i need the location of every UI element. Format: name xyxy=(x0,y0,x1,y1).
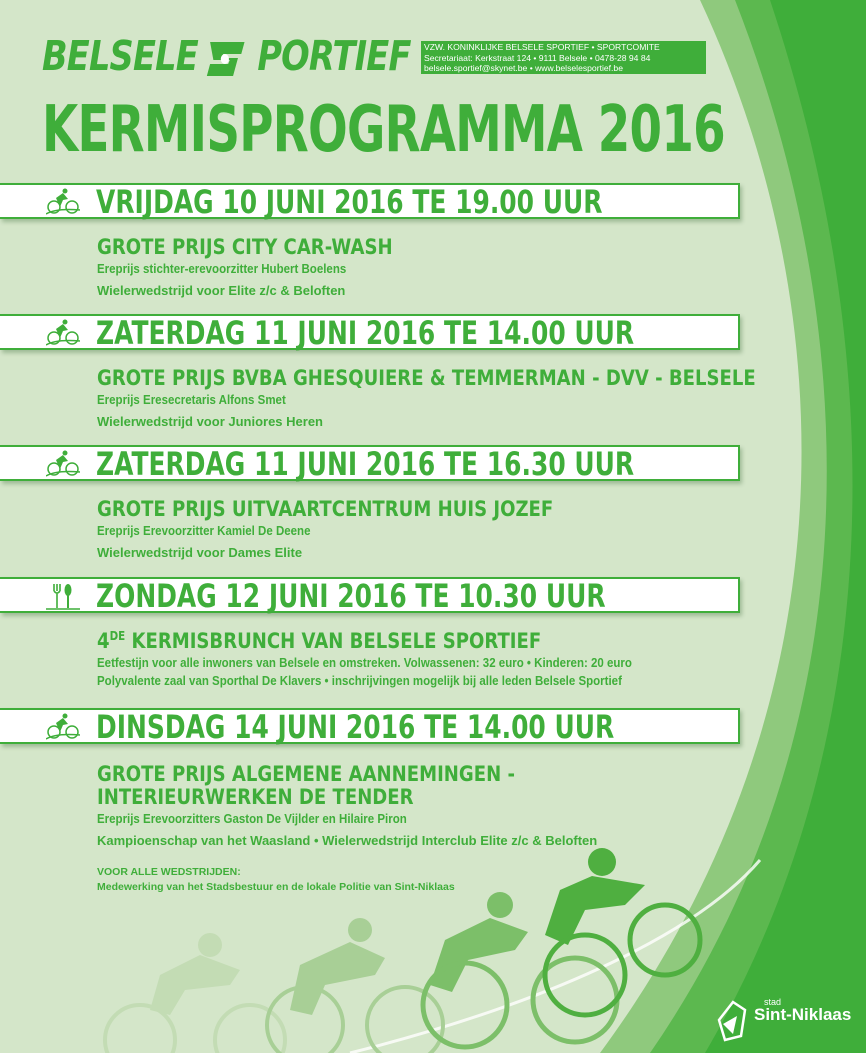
stad-label: stad xyxy=(764,997,782,1007)
page-title: KERMISPROGRAMMA 2016 xyxy=(42,93,725,167)
cutlery-icon xyxy=(46,582,80,610)
club-info-box xyxy=(421,41,706,74)
logo-word-portief: PORTIEF xyxy=(257,32,411,80)
event-day-heading: VRIJDAG 10 JUNI 2016 TE 19.00 UUR xyxy=(96,183,603,221)
event-subtitle: Ereprijs Eresecretaris Alfons Smet xyxy=(97,393,286,407)
cyclist-icon xyxy=(46,188,80,216)
event-day-heading: ZATERDAG 11 JUNI 2016 TE 14.00 UUR xyxy=(96,314,635,352)
event-day-heading: DINSDAG 14 JUNI 2016 TE 14.00 UUR xyxy=(96,708,615,746)
cyclist-icon xyxy=(46,450,80,478)
event-category: Wielerwedstrijd voor Juniores Heren xyxy=(97,414,324,429)
event-category: Wielerwedstrijd voor Dames Elite xyxy=(97,545,303,560)
event-title-line1: GROTE PRIJS ALGEMENE AANNEMINGEN - xyxy=(97,762,515,786)
event-subtitle: Ereprijs Erevoorzitters Gaston De Vijlder en Hilaire Piron xyxy=(97,812,407,826)
event-day-heading: ZONDAG 12 JUNI 2016 TE 10.30 UUR xyxy=(96,577,606,615)
title-ordinal-number: 4 xyxy=(97,629,110,653)
club-info-line: VZW. KONINKLIJKE BELSELE SPORTIEF • SPORTCOMITE xyxy=(424,42,660,52)
footer-heading: VOOR ALLE WEDSTRIJDEN: xyxy=(97,866,241,878)
footer-text: Medewerking van het Stadsbestuur en de lokale Politie van Sint-Niklaas xyxy=(97,881,455,893)
event-title: GROTE PRIJS CITY CAR-WASH xyxy=(97,235,393,259)
event-category: Kampioenschap van het Waasland • Wielerwedstrijd Interclub Elite z/c & Beloften xyxy=(97,833,598,848)
day-bar xyxy=(0,577,740,613)
logo-word-belsele: BELSELE xyxy=(42,32,198,80)
event-category: Wielerwedstrijd voor Elite z/c & Beloften xyxy=(97,283,346,298)
event-description: Eetfestijn voor alle inwoners van Belsele en omstreken. Volwassenen: 32 euro • Kinderen: 20 euro xyxy=(97,656,632,670)
logo-text xyxy=(42,32,411,80)
title-ordinal-suffix: DE xyxy=(109,629,126,643)
title-text: KERMISBRUNCH VAN BELSELE SPORTIEF xyxy=(125,629,542,653)
day-bar xyxy=(0,708,740,744)
day-bar xyxy=(0,445,740,481)
event-title xyxy=(97,630,541,652)
event-subtitle: Ereprijs stichter-erevoorzitter Hubert Boelens xyxy=(97,262,347,276)
event-subtitle: Ereprijs Erevoorzitter Kamiel De Deene xyxy=(97,524,311,538)
day-bar xyxy=(0,183,740,219)
cyclist-icon xyxy=(46,319,80,347)
sint-niklaas-label: Sint-Niklaas xyxy=(754,1005,852,1024)
club-address-line: Secretariaat: Kerkstraat 124 • 9111 Belsele • 0478-28 94 84 xyxy=(424,52,651,63)
event-title: GROTE PRIJS BVBA GHESQUIERE & TEMMERMAN - DVV - BELSELE xyxy=(97,366,756,390)
cyclist-icon xyxy=(46,713,80,741)
event-location: Polyvalente zaal van Sporthal De Klavers • inschrijvingen mogelijk bij alle leden Belsele Sportief xyxy=(97,674,622,688)
logo-s-cyclist-icon xyxy=(205,38,249,80)
club-contact-line: belsele.sportief@skynet.be • www.belselesportief.be xyxy=(424,63,623,73)
day-bar xyxy=(0,314,740,350)
event-day-heading: ZATERDAG 11 JUNI 2016 TE 16.30 UUR xyxy=(96,445,635,483)
event-title-line2: INTERIEURWERKEN DE TENDER xyxy=(97,785,414,809)
event-title: GROTE PRIJS UITVAARTCENTRUM HUIS JOZEF xyxy=(97,497,554,521)
